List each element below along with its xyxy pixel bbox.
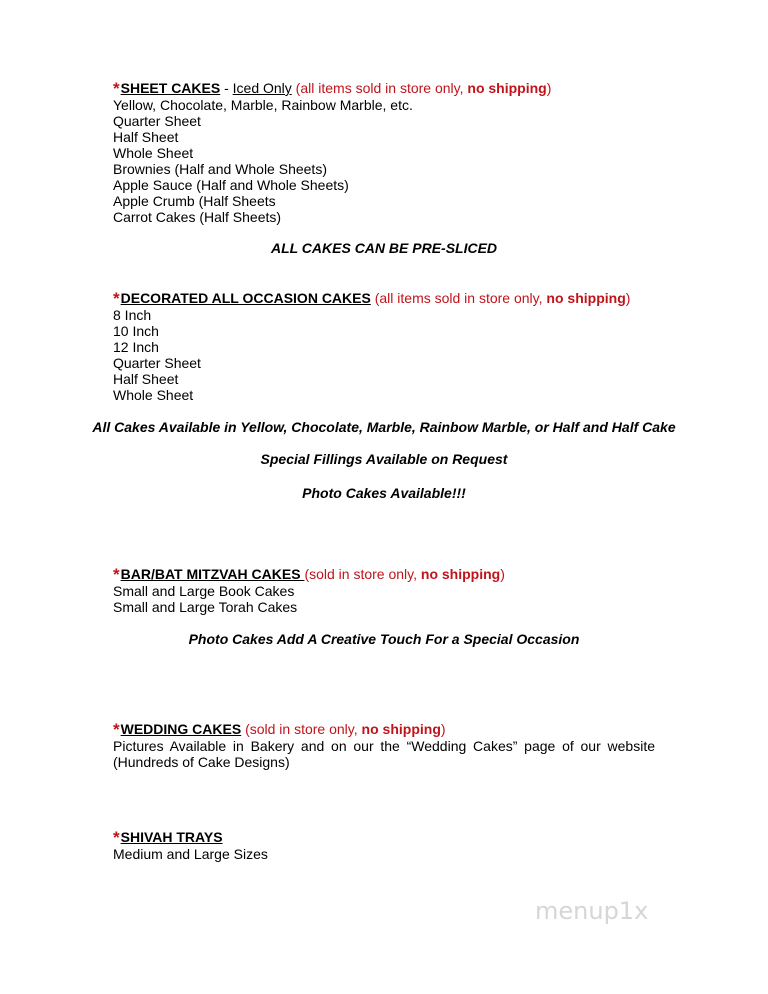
list-item: 12 Inch — [113, 339, 159, 355]
sheet-cakes-section — [113, 80, 658, 225]
wedding-paragraph: Pictures Available in Bakery and on our the “Wedding Cakes” page of our website (Hundreds of Cake Designs) — [113, 738, 655, 770]
list-item: Apple Crumb (Half Sheets — [113, 193, 276, 209]
menupix-watermark: menup1x — [535, 897, 649, 925]
list-item: Quarter Sheet — [113, 113, 201, 129]
shipping-note: (all items sold in store only, — [370, 290, 547, 306]
asterisk: * — [113, 79, 120, 98]
list-item: Medium and Large Sizes — [113, 846, 268, 862]
shipping-note: (all items sold in store only, — [291, 80, 468, 96]
asterisk: * — [113, 565, 120, 584]
list-item: Small and Large Book Cakes — [113, 583, 295, 599]
shipping-note-close: ) — [500, 566, 505, 582]
asterisk: * — [113, 720, 120, 739]
list-item: 10 Inch — [113, 323, 159, 339]
shipping-note-close: ) — [625, 290, 631, 306]
wedding-cakes-heading — [113, 721, 658, 738]
separator: - — [220, 80, 233, 96]
section-title: SHEET CAKES — [120, 80, 221, 96]
shivah-trays-heading — [113, 829, 658, 846]
asterisk: * — [113, 289, 120, 308]
list-item: 8 Inch — [113, 307, 152, 323]
section-title: BAR/BAT MITZVAH CAKES — [120, 566, 305, 582]
list-item: Quarter Sheet — [113, 355, 201, 371]
section-title: WEDDING CAKES — [120, 721, 242, 737]
list-item: Small and Large Torah Cakes — [113, 599, 298, 615]
section-subtitle: Iced Only — [232, 80, 292, 96]
section-title: DECORATED ALL OCCASION CAKES — [120, 290, 371, 306]
fillings-note: Special Fillings Available on Request — [260, 451, 508, 467]
no-shipping: no shipping — [467, 80, 547, 96]
no-shipping: no shipping — [420, 566, 501, 582]
no-shipping: no shipping — [546, 290, 626, 306]
photo-touch-note: Photo Cakes Add A Creative Touch For a Special Occasion — [188, 631, 580, 647]
pre-sliced-note: ALL CAKES CAN BE PRE-SLICED — [270, 240, 498, 256]
mitzvah-cakes-heading — [113, 566, 658, 583]
shivah-trays-section — [113, 829, 658, 862]
shipping-note-close: ) — [440, 721, 446, 737]
shipping-note: (sold in store only, — [241, 721, 362, 737]
list-item: Brownies (Half and Whole Sheets) — [113, 161, 327, 177]
mitzvah-cakes-section — [113, 566, 658, 615]
list-item: Whole Sheet — [113, 387, 194, 403]
section-title: SHIVAH TRAYS — [120, 829, 223, 845]
list-item: Half Sheet — [113, 371, 179, 387]
shipping-note-close: ) — [546, 80, 552, 96]
photo-cakes-note: Photo Cakes Available!!! — [302, 485, 466, 501]
asterisk: * — [113, 828, 120, 847]
shipping-note: (sold in store only, — [304, 566, 421, 582]
flavors-note: All Cakes Available in Yellow, Chocolate, Marble, Rainbow Marble, or Half and Half Cake — [92, 419, 676, 435]
list-item: Carrot Cakes (Half Sheets) — [113, 209, 282, 225]
list-item: Yellow, Chocolate, Marble, Rainbow Marble, etc. — [113, 97, 413, 113]
wedding-cakes-section — [113, 721, 658, 770]
no-shipping: no shipping — [361, 721, 441, 737]
sheet-cakes-heading — [113, 80, 658, 97]
list-item: Whole Sheet — [113, 145, 194, 161]
list-item: Apple Sauce (Half and Whole Sheets) — [113, 177, 349, 193]
decorated-cakes-section — [113, 290, 658, 403]
list-item: Half Sheet — [113, 129, 179, 145]
decorated-cakes-heading — [113, 290, 658, 307]
